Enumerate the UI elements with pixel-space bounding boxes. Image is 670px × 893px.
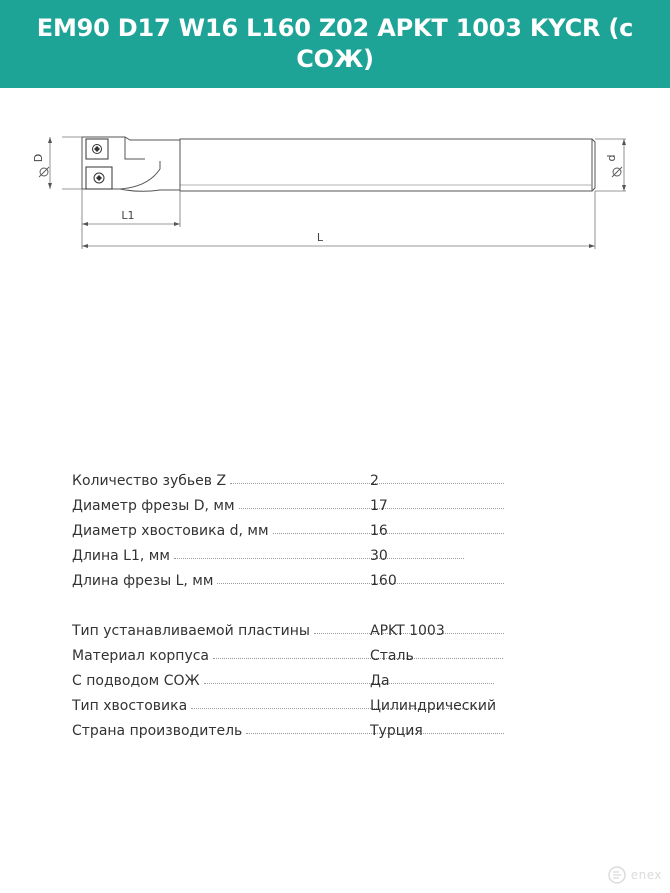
spec-label: Материал корпуса xyxy=(72,648,213,664)
spec-value: Цилиндрический xyxy=(370,697,497,714)
dimension-label-L: L xyxy=(316,231,324,244)
logo-text: enex xyxy=(630,868,662,882)
spec-value: Сталь xyxy=(370,647,414,664)
dotted-leader xyxy=(230,483,504,484)
spec-row xyxy=(72,718,512,743)
logo-mark-icon xyxy=(607,865,627,885)
spec-value: 30 xyxy=(370,547,388,564)
brand-logo xyxy=(607,865,662,885)
dotted-leader xyxy=(174,558,464,559)
spec-row xyxy=(72,543,512,568)
spec-label: С подводом СОЖ xyxy=(72,673,204,689)
spec-row xyxy=(72,693,512,718)
dotted-leader xyxy=(273,533,504,534)
spec-label: Тип хвостовика xyxy=(72,698,191,714)
spec-value: 160 xyxy=(370,572,397,589)
spec-value: Турция xyxy=(370,722,423,739)
dimension-label-D: D xyxy=(32,153,45,163)
dimension-label-L1: L1 xyxy=(121,209,135,222)
spec-label: Диаметр хвостовика d, мм xyxy=(72,523,273,539)
dotted-leader xyxy=(217,583,504,584)
spec-label: Длина L1, мм xyxy=(72,548,174,564)
shank-body xyxy=(180,139,592,191)
dotted-leader xyxy=(204,683,494,684)
spec-label: Страна производитель xyxy=(72,723,246,739)
tool-drawing xyxy=(20,125,640,265)
spec-row xyxy=(72,568,512,593)
spec-label: Длина фрезы L, мм xyxy=(72,573,217,589)
dimension-label-d: d xyxy=(605,154,618,162)
spec-label: Диаметр фрезы D, мм xyxy=(72,498,239,514)
title-banner xyxy=(0,0,670,88)
specs-main-list xyxy=(72,468,512,593)
spec-value: 17 xyxy=(370,497,388,514)
spec-row xyxy=(72,518,512,543)
spec-row xyxy=(72,618,512,643)
dotted-leader xyxy=(213,658,503,659)
product-title: EM90 D17 W16 L160 Z02 APKT 1003 KYCR (с СОЖ) xyxy=(36,14,634,73)
spec-row xyxy=(72,493,512,518)
spec-value: Да xyxy=(370,672,390,689)
spec-row xyxy=(72,468,512,493)
spec-value: APKT 1003 xyxy=(370,622,445,639)
cutter-head xyxy=(82,137,180,191)
spec-label: Количество зубьев Z xyxy=(72,473,230,489)
spec-row xyxy=(72,643,512,668)
spec-label: Тип устанавливаемой пластины xyxy=(72,623,314,639)
specs-extra-list xyxy=(72,618,512,743)
spec-value: 2 xyxy=(370,472,379,489)
spec-row xyxy=(72,668,512,693)
tool-drawing-svg xyxy=(20,125,640,265)
spec-value: 16 xyxy=(370,522,388,539)
